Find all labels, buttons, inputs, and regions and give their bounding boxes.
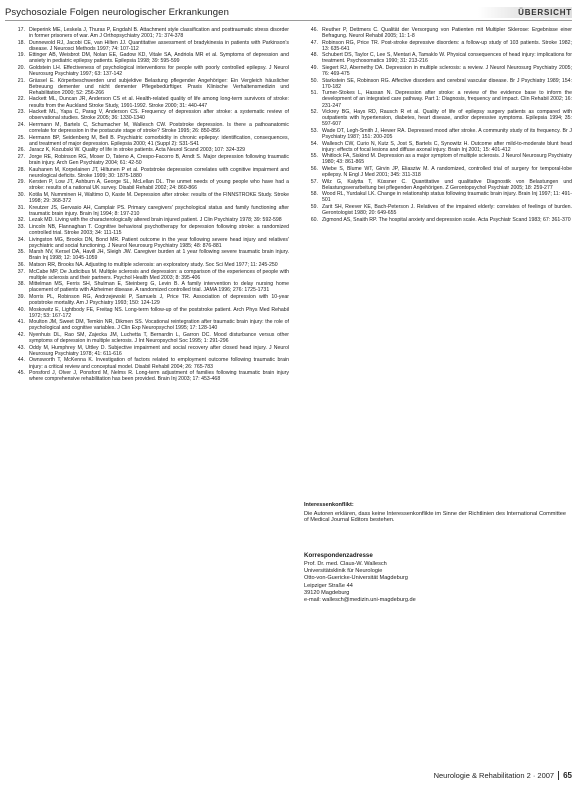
reference-number: 59. bbox=[310, 204, 318, 211]
reference-number: 30. bbox=[17, 191, 25, 198]
reference-number: 35. bbox=[17, 249, 25, 256]
reference-text: Kotila M, Numminen H, Waltimo O, Kaste M. Depression after stroke: results of the FINNSTROKE Study. Stroke 1998; 29: 368-372 bbox=[29, 191, 289, 204]
reference-text: Reuther P, Dettmers C. Qualität der Versorgung von Patienten mit Multipler Sklerose: Ergebnisse einer Befragung. Neurol Rehabil 2005; 11: 1-8 bbox=[322, 27, 572, 40]
reference-item bbox=[11, 332, 289, 344]
reference-number: 53. bbox=[310, 127, 318, 134]
reference-number: 45. bbox=[17, 370, 25, 377]
reference-text: Hackett ML, Yapa C, Parag V, Anderson CS. Frequency of depression after stroke: a systematic review of observational studies. Stroke 2005; 36: 1330-1340 bbox=[29, 109, 289, 122]
correspondence-address-box bbox=[304, 552, 566, 604]
reference-text: Kreutzer JS, Gervasio AH, Camplair PS. Primary caregivers' psychological status and family functioning after traumatic brain injury. Brain Inj 1994; 8: 197-210 bbox=[29, 204, 289, 217]
reference-item bbox=[11, 78, 289, 96]
reference-item bbox=[11, 319, 289, 331]
reference-number: 31. bbox=[17, 204, 25, 211]
reference-item bbox=[11, 154, 289, 166]
reference-number: 29. bbox=[17, 179, 25, 186]
reference-column-left bbox=[11, 27, 289, 383]
reference-item bbox=[11, 65, 289, 77]
reference-item bbox=[11, 217, 289, 223]
reference-text: Lezak MD. Living with the characterologically altered brain injured patient. J Clin Psychiatry 1978; 39: 592-598 bbox=[29, 217, 282, 224]
reference-number: 18. bbox=[17, 39, 25, 46]
reference-item bbox=[11, 205, 289, 217]
reference-text: Robinson RG, Price TR. Post-stroke depressive disorders: a follow-up study of 103 patients. Stroke 1982; 13: 635-641 bbox=[322, 39, 572, 52]
section-label: ÜBERSICHT bbox=[478, 7, 572, 18]
reference-text: Vickrey BG, Hays RD, Rausch R et al. Quality of life of epilepsy surgery patients as compared with outpatients with hypertension, diabetes, heart disease, and/or depressive symptoms. Epilepsia 1994; 35: 597-607 bbox=[322, 109, 572, 128]
reference-number: 41. bbox=[17, 319, 25, 326]
correspondence-line: Otto-von-Guericke-Universität Magdeburg bbox=[304, 575, 408, 582]
reference-item bbox=[304, 166, 572, 178]
reference-text: Livingston MG, Brooks DN, Bond MR. Patient outcome in the year following severe head injury and relatives' psychiatric and social functioning. J Neurol Neurosurg Psychiatry 1985; 48: 876-881 bbox=[29, 236, 289, 249]
reference-item bbox=[11, 167, 289, 179]
reference-text: Starkstein SE, Robinson RG. Affective disorders and cerebral vascular disease. Br J Psychiatry 1989; 154: 170-182 bbox=[322, 77, 572, 90]
reference-text: Whitlock FA, Siskind M. Depression as a major symptom of multiple sclerosis. J Neurol Neurosurg Psychiatry 1980; 43: 861-865 bbox=[322, 153, 572, 166]
reference-item bbox=[11, 224, 289, 236]
reference-text: Dieperink ME, Leskela J, Thuras P, Engdahl B. Attachment style classification and posttraumatic stress disorder in former prisoners of war. Am J Orthopsychiatry 2001; 71: 374-378 bbox=[29, 27, 289, 40]
reference-text: Dunnewold RJ, Jacobi CE, van Hilten JJ. Quantitative assessment of bradykinesia in patients with Parkinson's disease. J Neurosci Methods 1997; 74: 107-112 bbox=[29, 39, 289, 52]
reference-item bbox=[11, 237, 289, 249]
reference-text: Moskowitz E, Lightbody FE, Freitag NS. Long-term follow-up of the poststroke patient. Arch Phys Med Rehabil 1972; 53: 167-172 bbox=[29, 306, 289, 319]
reference-text: Goldstein LH. Effectiveness of psychological interventions for people with poorly controlled epilepsy. J Neurol Neurosurg Psychiatry 1997; 63: 137-142 bbox=[29, 65, 289, 78]
reference-item bbox=[11, 262, 289, 268]
reference-number: 57. bbox=[310, 178, 318, 185]
reference-text: Hermann BP, Seidenberg M, Bell B. Psychiatric comorbidity in chronic epilepsy: identification, consequences, and treatment of major depression. Epilepsia 2000; 41 (Suppl 2): S31-S41 bbox=[29, 134, 289, 147]
reference-text: Zigmond AS, Snaith RP. The hospital anxiety and depression scale. Acta Psychiatr Scand 1983; 67: 361-370 bbox=[322, 216, 571, 223]
reference-item bbox=[11, 27, 289, 39]
reference-text: Grässel E. Körperbeschwerden und subjektive Belastung pflegender Angehöriger: Ein Vergleich häuslicher Betreuung dementer und nicht dementer Pflegebedürftiger. Praxis Klinische Verhaltensmedizin und Rehabilitation 2000; 52: 256-266 bbox=[29, 77, 289, 96]
reference-number: 22. bbox=[17, 96, 25, 103]
reference-number: 17. bbox=[17, 27, 25, 33]
reference-text: Zarit SH, Reever KE, Bach-Peterson J. Relatives of the impaired elderly: correlates of feelings of burden. Gerontologist 1980; 20: 649-655 bbox=[322, 204, 572, 217]
reference-item bbox=[304, 52, 572, 64]
reference-text: Wade DT, Legh-Smith J, Hewer RA. Depressed mood after stroke. A community study of its frequency. Br J Psychiatry 1987; 151: 200-205 bbox=[322, 127, 572, 140]
reference-item bbox=[11, 345, 289, 357]
reference-number: 34. bbox=[17, 236, 25, 243]
correspondence-lines bbox=[304, 561, 566, 604]
reference-item bbox=[11, 122, 289, 134]
reference-number: 26. bbox=[17, 147, 25, 154]
conflict-of-interest-box bbox=[304, 500, 566, 524]
running-title: Psychosoziale Folgen neurologischer Erkrankungen bbox=[5, 6, 229, 18]
reference-number: 58. bbox=[310, 191, 318, 198]
correspondence-line: 39120 Magdeburg bbox=[304, 589, 350, 596]
page-footer bbox=[434, 771, 572, 780]
reference-list-left bbox=[11, 27, 289, 382]
reference-number: 46. bbox=[310, 27, 318, 33]
reference-text: Ownsworth T, McKenna K. Investigation of factors related to employment outcome following traumatic brain injury: a critical review and conceptual model. Disabil Rehabil 2004; 26: 765-783 bbox=[29, 357, 289, 370]
reference-text: Lincoln NB, Flannaghan T. Cognitive behavioral psychotherapy for depression following stroke: a randomized controlled trial. Stroke 2003; 34: 111-115 bbox=[29, 223, 289, 236]
reference-item bbox=[11, 370, 289, 382]
correspondence-line: Universitätsklinik für Neurologie bbox=[304, 568, 383, 575]
reference-number: 39. bbox=[17, 294, 25, 301]
reference-number: 51. bbox=[310, 90, 318, 97]
reference-number: 44. bbox=[17, 357, 25, 364]
reference-item bbox=[11, 135, 289, 147]
reference-item bbox=[304, 153, 572, 165]
reference-text: Jorge RE, Robinson RG, Moser D, Tateno A, Crespo-Facorro B, Arndt S. Major depression following traumatic brain injury. Arch Gen Psychiatry 2004; 61: 42-50 bbox=[29, 153, 289, 166]
reference-text: Oddy M, Humphrey M, Uttley D. Subjective impairment and social recovery after closed head injury. J Neurol Neurosurg Psychiatry 1978; 41: 611-616 bbox=[29, 344, 289, 357]
reference-text: Herrmann M, Bartels C, Schumacher M, Wallesch CW. Poststroke depression. Is there a pathoanatomic correlate for depression in the postacute stage of stroke? Stroke 1995; 26: 850-856 bbox=[29, 121, 289, 134]
reference-text: Moulton JM, Sweet DM, Temkin NR, Dikmen SS. Vocational reintegration after traumatic brain injury: the role of psychological and cognitive variables. J Clin Exp Neuropsychol 1995; 17: 128-140 bbox=[29, 319, 289, 332]
reference-text: Ponsford J, Olver J, Ponsford M, Nelms R. Long-term adjustment of families following traumatic brain injury where comprehensive rehabilitation has been provided. Brain Inj 2003; 17: 453-468 bbox=[29, 370, 289, 383]
reference-number: 19. bbox=[17, 52, 25, 59]
reference-number: 52. bbox=[310, 109, 318, 116]
reference-text: Hackett ML, Duncan JR, Anderson CS et al. Health-related quality of life among long-term survivors of stroke: results from the Auckland Stroke Study, 1991-1992. Stroke 2000; 31: 440-447 bbox=[29, 96, 289, 109]
reference-number: 60. bbox=[310, 216, 318, 223]
correspondence-line: Prof. Dr. med. Claus-W. Wallesch bbox=[304, 561, 387, 567]
reference-item bbox=[11, 109, 289, 121]
reference-item bbox=[11, 307, 289, 319]
reference-number: 54. bbox=[310, 140, 318, 147]
reference-text: Siegert RJ, Abernethy DA. Depression in multiple sclerosis: a review. J Neurol Neurosurg Psychiatry 2005; 76: 469-475 bbox=[322, 65, 572, 78]
reference-item bbox=[11, 179, 289, 191]
reference-text: Wallesch CW, Curio N, Kutz S, Jost S, Bartels C, Synowitz H. Outcome after mild-to-moderate blunt head injury: effects of focal lesions and diffuse axonal injury. Brain Inj 2001; 15: 401-412 bbox=[322, 140, 572, 153]
reference-item bbox=[304, 128, 572, 140]
reference-item bbox=[11, 40, 289, 52]
reference-number: 38. bbox=[17, 281, 25, 288]
reference-text: Matson RR, Brooks NA. Adjusting to multiple sclerosis: an exploratory study. Soc Sci Med 1977; 11: 245-250 bbox=[29, 262, 278, 269]
reference-number: 24. bbox=[17, 121, 25, 128]
reference-text: Wiebe S, Blume WT, Girvin JP, Eliasziw M. A randomized, controlled trial of surgery for temporal-lobe epilepsy. N Engl J Med 2001; 345: 311-318 bbox=[322, 165, 572, 179]
reference-number: 42. bbox=[17, 332, 25, 339]
reference-item bbox=[11, 147, 289, 153]
reference-item bbox=[304, 78, 572, 90]
correspondence-line: e-mail: wallesch@medizin.uni-magdeburg.de bbox=[304, 597, 416, 604]
correspondence-line: Leipziger Straße 44 bbox=[304, 582, 353, 589]
reference-number: 50. bbox=[310, 77, 318, 84]
reference-text: Wood RL, Yurdakul LK. Change in relationship status following traumatic brain injury. Brain Inj 1997; 11: 491-501 bbox=[322, 191, 572, 204]
reference-text: Mittelman MS, Ferris SH, Shulman E, Steinberg G, Levin B. A family intervention to delay nursing home placement of patients with Alzheimer disease. A randomized controlled trial. JAMA 1996; 276: 1725-1731 bbox=[29, 281, 289, 294]
reference-item bbox=[304, 27, 572, 39]
reference-number: 40. bbox=[17, 306, 25, 313]
reference-text: Kersten P, Low JT, Ashburn A, George SL, McLellan DL. The unmet needs of young people who have had a stroke: results of a national UK survey. Disabil Rehabil 2002; 24: 860-866 bbox=[29, 179, 289, 192]
conflict-heading: Interessenkonflikt: bbox=[304, 502, 354, 508]
reference-number: 32. bbox=[17, 217, 25, 224]
reference-number: 28. bbox=[17, 166, 25, 173]
reference-item bbox=[304, 109, 572, 127]
reference-item bbox=[304, 179, 572, 191]
reference-text: Jaracz K, Kozubski W. Quality of life in stroke patients. Acta Neurol Scand 2003; 107: 324-329 bbox=[29, 147, 245, 154]
reference-item bbox=[11, 294, 289, 306]
reference-text: Wilz G, Kalytta T, Küssner C. Quantitative und qualitative Diagnostik von Belastungen und Belastungsverarbeitung bei pflegenden Angehörigen. Z Gerontopsychol Psychiatr 2005; 18: 259-277 bbox=[322, 178, 572, 191]
reference-number: 47. bbox=[310, 39, 318, 46]
reference-number: 25. bbox=[17, 134, 25, 141]
reference-text: Schubert DS, Taylor C, Lee S, Mentari A, Tamaklo W. Physical consequences of head injury: implications for treatment. Psychosomatics 1990; 31: 213-216 bbox=[322, 52, 572, 65]
reference-text: Ettinger AB, Weisbrot DM, Nolan EE, Gadow KD, Vitale SA, Andriola MR et al. Symptoms of depression and anxiety in pediatric epilepsy patients. Epilepsia 1998; 39: 595-599 bbox=[29, 52, 289, 65]
reference-text: Marsh NV, Kersel DA, Havill JH, Sleigh JW. Caregiver burden at 1 year following severe traumatic brain injury. Brain Inj 1998; 12: 1045-1059 bbox=[29, 249, 289, 262]
reference-number: 56. bbox=[310, 165, 318, 172]
reference-text: Turner-Stokes L, Hassan N. Depression after stroke: a review of the evidence base to inform the development of an integrated care pathway. Part 1: Diagnosis, frequency and impact. Clin Rehabil 2002; 16: 231-247 bbox=[322, 90, 572, 109]
reference-item bbox=[11, 357, 289, 369]
page-number: 65 bbox=[563, 771, 572, 780]
reference-number: 49. bbox=[310, 65, 318, 72]
reference-number: 43. bbox=[17, 344, 25, 351]
reference-number: 23. bbox=[17, 109, 25, 116]
reference-item bbox=[304, 204, 572, 216]
reference-column-right bbox=[304, 27, 572, 223]
page-header bbox=[5, 4, 572, 21]
journal-issue: Neurologie & Rehabilitation 2 · 2007 bbox=[433, 771, 555, 780]
correspondence-heading: Korrespondenzadresse bbox=[304, 552, 373, 559]
reference-text: Morris PL, Robinson RG, Andrzejewski P, Samuels J, Price TR. Association of depression with 10-year poststroke mortality. Am J Psychiatry 1993; 150: 124-129 bbox=[29, 294, 289, 307]
reference-list-right bbox=[304, 27, 572, 223]
reference-number: 36. bbox=[17, 262, 25, 269]
reference-number: 37. bbox=[17, 268, 25, 275]
reference-item bbox=[11, 281, 289, 293]
reference-text: McCabe MP, De Judicibus M. Multiple sclerosis and depression: a comparison of the experiences of people with multiple sclerosis and their partners. Psychol Health Med 2003; 8: 395-406 bbox=[29, 268, 289, 281]
reference-item bbox=[304, 141, 572, 153]
reference-number: 55. bbox=[310, 153, 318, 160]
conflict-text: Die Autoren erklären, dass keine Interessenkonflikte im Sinne der Richtlinien des International Committee of Medical Journal Editors bestehen. bbox=[304, 510, 566, 524]
reference-item bbox=[11, 52, 289, 64]
reference-number: 33. bbox=[17, 223, 25, 230]
footer-divider bbox=[558, 771, 559, 780]
reference-number: 48. bbox=[310, 52, 318, 59]
reference-item bbox=[304, 90, 572, 108]
reference-item bbox=[304, 40, 572, 52]
reference-number: 20. bbox=[17, 65, 25, 72]
reference-item bbox=[11, 249, 289, 261]
reference-item bbox=[11, 192, 289, 204]
reference-item bbox=[304, 191, 572, 203]
reference-item bbox=[304, 65, 572, 77]
reference-item bbox=[11, 269, 289, 281]
reference-item bbox=[11, 96, 289, 108]
reference-number: 27. bbox=[17, 153, 25, 160]
reference-item bbox=[304, 217, 572, 223]
reference-text: Kauhanen M, Korpelainen JT, Hiltunen P et al. Poststroke depression correlates with cognitive impairment and neurological deficits. Stroke 1999; 30: 1875-1880 bbox=[29, 166, 289, 179]
reference-text: Nyenhuis DL, Rao SM, Zajecka JM, Luchetta T, Bernardin L, Garron DC. Mood disturbance versus other symptoms of depression in multiple sclerosis. J Int Neuropsychol Soc 1995; 1: 291-296 bbox=[29, 332, 289, 345]
reference-number: 21. bbox=[17, 77, 25, 84]
